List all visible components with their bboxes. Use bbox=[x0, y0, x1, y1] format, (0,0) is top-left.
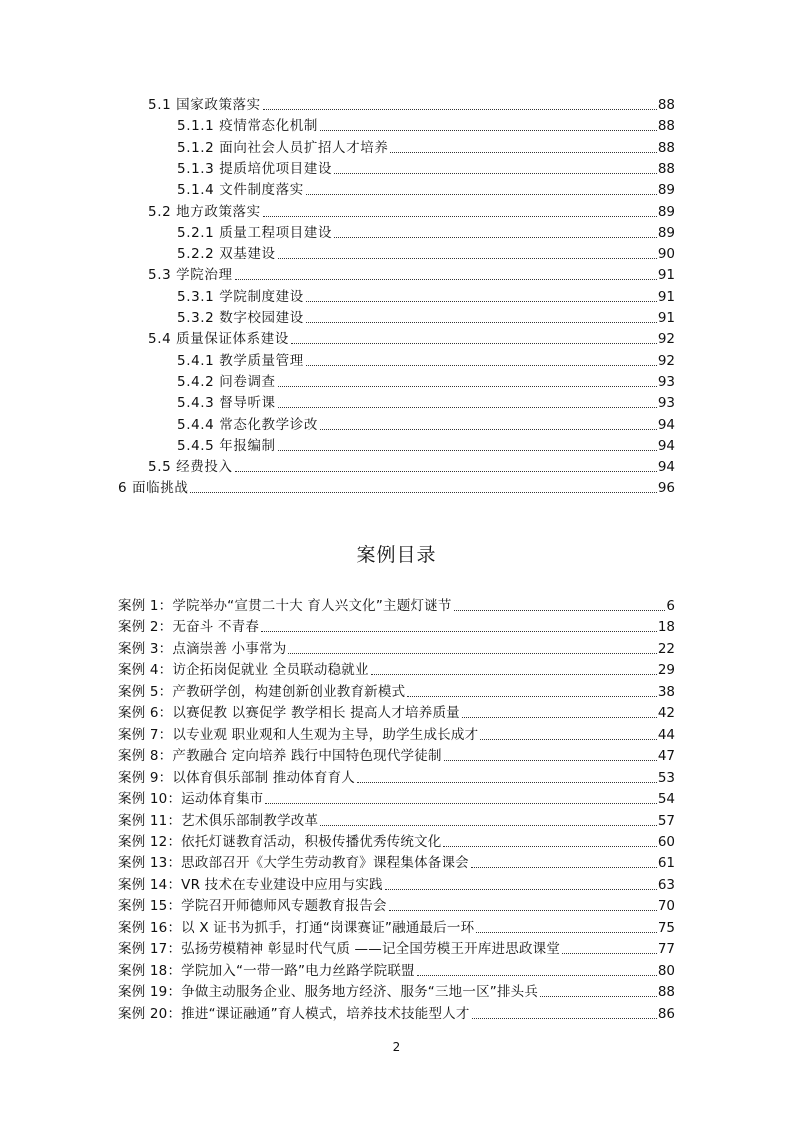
case-entry[interactable] bbox=[118, 894, 675, 915]
dot-leader bbox=[417, 975, 657, 976]
dot-leader bbox=[407, 696, 657, 697]
toc-entry[interactable] bbox=[148, 200, 675, 221]
toc-entry[interactable] bbox=[148, 93, 675, 114]
dot-leader bbox=[263, 109, 657, 110]
toc-entry[interactable] bbox=[177, 434, 675, 455]
dot-leader bbox=[306, 301, 657, 302]
dot-leader bbox=[334, 173, 657, 174]
toc-entry-label: 5.2.1 质量工程项目建设 bbox=[177, 224, 333, 241]
dot-leader bbox=[389, 910, 657, 911]
case-entry[interactable] bbox=[118, 744, 675, 765]
case-entry-page: 38 bbox=[657, 683, 675, 700]
case-entry-page: 42 bbox=[657, 705, 675, 722]
toc-entry[interactable] bbox=[177, 242, 675, 263]
case-entry-page: 18 bbox=[657, 619, 675, 636]
dot-leader bbox=[306, 322, 657, 323]
case-entry-page: 22 bbox=[657, 640, 675, 657]
toc-entry-label: 5.4.5 年报编制 bbox=[177, 437, 276, 454]
dot-leader bbox=[462, 717, 657, 718]
toc-entry-label: 6 面临挑战 bbox=[118, 480, 189, 497]
dot-leader bbox=[263, 216, 657, 217]
toc-entry-label: 5.3.2 数字校园建设 bbox=[177, 310, 304, 326]
dot-leader bbox=[320, 429, 657, 430]
dot-leader bbox=[385, 889, 657, 890]
case-entry[interactable] bbox=[118, 937, 675, 958]
toc-entry-page: 91 bbox=[657, 267, 675, 284]
dot-leader bbox=[334, 237, 657, 238]
toc-entry-page: 88 bbox=[657, 118, 675, 135]
toc-entry-page: 88 bbox=[657, 139, 675, 156]
dot-leader bbox=[265, 803, 656, 804]
toc-entry[interactable] bbox=[177, 413, 675, 434]
dot-leader bbox=[390, 152, 656, 153]
case-entry[interactable] bbox=[118, 637, 675, 658]
case-entry[interactable] bbox=[118, 594, 675, 615]
toc-entry-page: 91 bbox=[657, 288, 675, 305]
toc-entry[interactable] bbox=[148, 327, 675, 348]
case-entry-label: 案例 18：学院加入“一带一路”电力丝路学院联盟 bbox=[118, 962, 415, 979]
toc-entry-label: 5.1.4 文件制度落实 bbox=[177, 182, 304, 199]
toc-entry-label: 5.4.2 问卷调查 bbox=[177, 373, 276, 390]
toc-entry-label: 5.1.2 面向社会人员扩招人才培养 bbox=[177, 139, 389, 156]
toc-entry-page: 92 bbox=[657, 352, 675, 369]
toc-entry-label: 5.4.1 教学质量管理 bbox=[177, 352, 304, 369]
case-entry-page: 80 bbox=[657, 962, 675, 979]
case-entry-page: 54 bbox=[657, 791, 675, 808]
case-entry[interactable] bbox=[118, 809, 675, 830]
dot-leader bbox=[235, 279, 657, 280]
dot-leader bbox=[278, 258, 657, 259]
case-entry-label: 案例 6：以赛促教 以赛促学 教学相长 提高人才培养质量 bbox=[118, 705, 460, 722]
toc-entry[interactable] bbox=[177, 306, 675, 327]
case-entry-label: 案例 9：以体育俱乐部制 推动体育育人 bbox=[118, 769, 355, 786]
case-entry-label: 案例 8：产教融合 定向培养 践行中国特色现代学徒制 bbox=[118, 748, 442, 765]
toc-entry[interactable] bbox=[177, 285, 675, 306]
dot-leader bbox=[444, 760, 657, 761]
toc-entry-label: 5.4 质量保证体系建设 bbox=[148, 331, 289, 348]
case-entry-page: 63 bbox=[657, 876, 675, 893]
case-entry-page: 60 bbox=[657, 833, 675, 850]
dot-leader bbox=[190, 492, 656, 493]
toc-entry[interactable] bbox=[148, 455, 675, 476]
toc-entry-page: 88 bbox=[657, 97, 675, 113]
dot-leader bbox=[278, 450, 657, 451]
toc-entry[interactable] bbox=[177, 391, 675, 412]
case-entry-label: 案例 2：无奋斗 不青春 bbox=[118, 619, 260, 636]
case-entry[interactable] bbox=[118, 787, 675, 808]
toc-entry-page: 96 bbox=[657, 480, 675, 497]
case-entry-page: 75 bbox=[657, 919, 675, 936]
case-entry-page: 6 bbox=[666, 598, 675, 614]
dot-leader bbox=[357, 782, 657, 783]
case-entry-label: 案例 10：运动体育集市 bbox=[118, 791, 264, 808]
case-entry[interactable] bbox=[118, 658, 675, 679]
case-entry-page: 61 bbox=[657, 855, 675, 872]
case-entry-label: 案例 17：弘扬劳模精神 彰显时代气质 ——记全国劳模王开库进思政课堂 bbox=[118, 941, 561, 958]
dot-leader bbox=[371, 674, 657, 675]
case-entry-page: 57 bbox=[657, 812, 675, 829]
case-entry-page: 44 bbox=[657, 726, 675, 743]
toc-entry-label: 5.4.3 督导听课 bbox=[177, 395, 276, 412]
case-entry[interactable] bbox=[118, 980, 675, 1001]
case-entry-label: 案例 13：思政部召开《大学生劳动教育》课程集体备课会 bbox=[118, 855, 469, 872]
case-entry-label: 案例 20：推进“课证融通”育人模式，培养技术技能型人才 bbox=[118, 1005, 470, 1022]
toc-entry-page: 93 bbox=[657, 373, 675, 390]
case-entry-label: 案例 16：以 X 证书为抓手，打通“岗课赛证”融通最后一环 bbox=[118, 919, 475, 936]
case-entry[interactable] bbox=[118, 1002, 675, 1023]
case-entry-label: 案例 3：点滴崇善 小事常为 bbox=[118, 640, 287, 657]
dot-leader bbox=[471, 867, 657, 868]
dot-leader bbox=[480, 739, 657, 740]
dot-leader bbox=[472, 1018, 657, 1019]
case-entry-label: 案例 5：产教研学创，构建创新创业教育新模式 bbox=[118, 683, 406, 700]
case-entry-page: 77 bbox=[657, 941, 675, 958]
case-entry-label: 案例 14：VR 技术在专业建设中应用与实践 bbox=[118, 876, 383, 893]
case-entry[interactable] bbox=[118, 680, 675, 701]
dot-leader bbox=[562, 953, 657, 954]
case-entry[interactable] bbox=[118, 916, 675, 937]
toc-entry-page: 94 bbox=[657, 416, 675, 433]
case-entry-label: 案例 12：依托灯谜教育活动，积极传播优秀传统文化 bbox=[118, 833, 442, 850]
case-entry[interactable] bbox=[118, 873, 675, 894]
case-entry[interactable] bbox=[118, 851, 675, 872]
dot-leader bbox=[476, 932, 657, 933]
toc-entry[interactable] bbox=[177, 114, 675, 135]
toc-entry-page: 89 bbox=[657, 224, 675, 241]
toc-entry-label: 5.2.2 双基建设 bbox=[177, 246, 276, 263]
case-entry-label: 案例 1：学院举办“宣贯二十大 育人兴文化”主题灯谜节 bbox=[118, 598, 452, 614]
toc-entry-page: 92 bbox=[657, 331, 675, 348]
dot-leader bbox=[278, 386, 657, 387]
toc-entry-page: 90 bbox=[657, 246, 675, 263]
toc-entry-page: 89 bbox=[657, 182, 675, 199]
dot-leader bbox=[235, 471, 657, 472]
toc-entry-label: 5.1.1 疫情常态化机制 bbox=[177, 118, 318, 135]
case-entry-label: 案例 11：艺术俱乐部制教学改革 bbox=[118, 812, 319, 829]
case-entry[interactable] bbox=[118, 615, 675, 636]
case-entry-label: 案例 4：访企拓岗促就业 全员联动稳就业 bbox=[118, 662, 369, 679]
page-number: 2 bbox=[392, 1040, 401, 1054]
case-entry[interactable] bbox=[118, 701, 675, 722]
case-entry-label: 案例 19：争做主动服务企业、服务地方经济、服务“三地一区”排头兵 bbox=[118, 984, 539, 1001]
dot-leader bbox=[443, 846, 656, 847]
toc-entry-label: 5.3.1 学院制度建设 bbox=[177, 288, 304, 305]
toc-entry-page: 91 bbox=[657, 310, 675, 326]
case-entry[interactable] bbox=[118, 959, 675, 980]
dot-leader bbox=[454, 610, 666, 611]
toc-entry[interactable] bbox=[177, 349, 675, 370]
dot-leader bbox=[288, 653, 656, 654]
dot-leader bbox=[291, 343, 657, 344]
toc-entry-label: 5.1 国家政策落实 bbox=[148, 97, 261, 113]
toc-entry[interactable] bbox=[118, 476, 675, 497]
dot-leader bbox=[540, 996, 657, 997]
dot-leader bbox=[306, 365, 657, 366]
toc-entry-label: 5.4.4 常态化教学诊改 bbox=[177, 416, 318, 433]
case-entry-label: 案例 7：以专业观 职业观和人生观为主导，助学生成长成才 bbox=[118, 726, 479, 743]
case-entry-page: 53 bbox=[657, 769, 675, 786]
toc-entry[interactable] bbox=[177, 136, 675, 157]
case-entry[interactable] bbox=[118, 830, 675, 851]
toc-entry[interactable] bbox=[177, 221, 675, 242]
toc-entry-page: 94 bbox=[657, 437, 675, 454]
toc-entry-label: 5.3 学院治理 bbox=[148, 267, 233, 284]
case-entry[interactable] bbox=[118, 723, 675, 744]
case-entry[interactable] bbox=[118, 766, 675, 787]
toc-entry-page: 89 bbox=[657, 203, 675, 220]
case-entry-label: 案例 15：学院召开师德师风专题教育报告会 bbox=[118, 898, 387, 915]
toc-entry-page: 88 bbox=[657, 160, 675, 177]
case-catalog-title: 案例目录 bbox=[356, 544, 437, 566]
toc-entry-label: 5.5 经费投入 bbox=[148, 459, 233, 476]
case-entry-page: 86 bbox=[657, 1005, 675, 1022]
toc-entry-label: 5.2 地方政策落实 bbox=[148, 203, 261, 220]
dot-leader bbox=[278, 407, 657, 408]
dot-leader bbox=[320, 825, 657, 826]
dot-leader bbox=[261, 631, 657, 632]
toc-entry-page: 93 bbox=[657, 395, 675, 412]
toc-entry-label: 5.1.3 提质培优项目建设 bbox=[177, 160, 333, 177]
case-entry-page: 88 bbox=[657, 984, 675, 1001]
dot-leader bbox=[320, 130, 657, 131]
case-entry-page: 29 bbox=[657, 662, 675, 679]
toc-entry-page: 94 bbox=[657, 459, 675, 476]
dot-leader bbox=[306, 194, 657, 195]
toc-entry[interactable] bbox=[177, 157, 675, 178]
toc-entry[interactable] bbox=[177, 370, 675, 391]
case-entry-page: 47 bbox=[657, 748, 675, 765]
toc-entry[interactable] bbox=[177, 178, 675, 199]
toc-entry[interactable] bbox=[148, 263, 675, 284]
case-entry-page: 70 bbox=[657, 898, 675, 915]
